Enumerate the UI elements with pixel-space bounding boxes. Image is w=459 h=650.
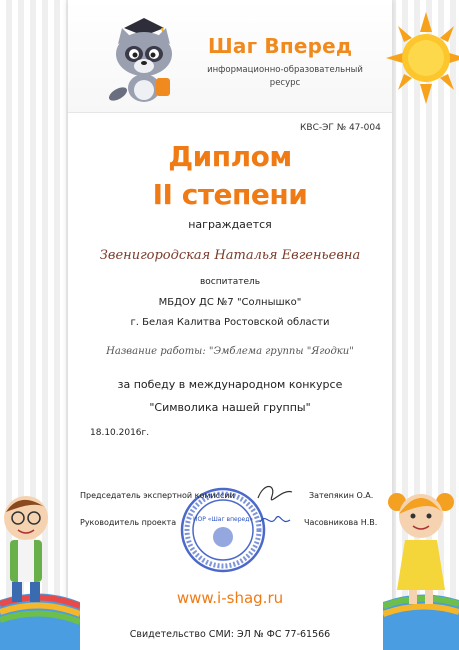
signature-name-chair: Затепякин О.А. [309, 491, 374, 500]
sun-icon [382, 8, 459, 108]
raccoon-mascot-icon [104, 14, 184, 108]
issue-date: 18.10.2016г. [90, 428, 150, 438]
brand-subtitle-line1: информационно-образовательный [207, 65, 363, 75]
contest-name: "Символика нашей группы" [149, 401, 311, 414]
brand-title: Шаг Вперед [208, 34, 353, 58]
diploma-degree: II степени [152, 178, 308, 211]
brand-subtitle [200, 64, 370, 90]
signature-icon [252, 478, 298, 534]
signature-name-head: Часовникова Н.В. [304, 518, 378, 527]
boy-kid-icon [0, 490, 80, 650]
brand-subtitle-line2: ресурс [269, 78, 301, 88]
signature-role-head: Руководитель проекта [80, 518, 177, 527]
awarded-label: награждается [188, 218, 272, 231]
recipient-city: г. Белая Калитва Ростовской области [130, 317, 330, 328]
media-certificate: Свидетельство СМИ: ЭЛ № ФС 77-61566 [129, 629, 331, 640]
diploma-code: КВС-ЭГ № 47-004 [300, 123, 381, 133]
victory-text: за победу в международном конкурсе [117, 378, 343, 391]
recipient-name: Звенигородская Наталья Евгеньевна [99, 248, 361, 263]
work-title: Название работы: "Эмблема группы "Ягодки" [106, 346, 354, 357]
stamp-label: ИОР «Шаг вперед» [192, 516, 254, 523]
diploma-title: Диплом [168, 140, 292, 173]
recipient-position: воспитатель [199, 277, 261, 287]
recipient-organization: МБДОУ ДС №7 "Солнышко" [158, 297, 302, 308]
website-link[interactable]: www.i-shag.ru [176, 589, 284, 607]
signature-role-chair: Председатель экспертной комиссии [80, 491, 235, 500]
girl-kid-icon [383, 480, 459, 650]
